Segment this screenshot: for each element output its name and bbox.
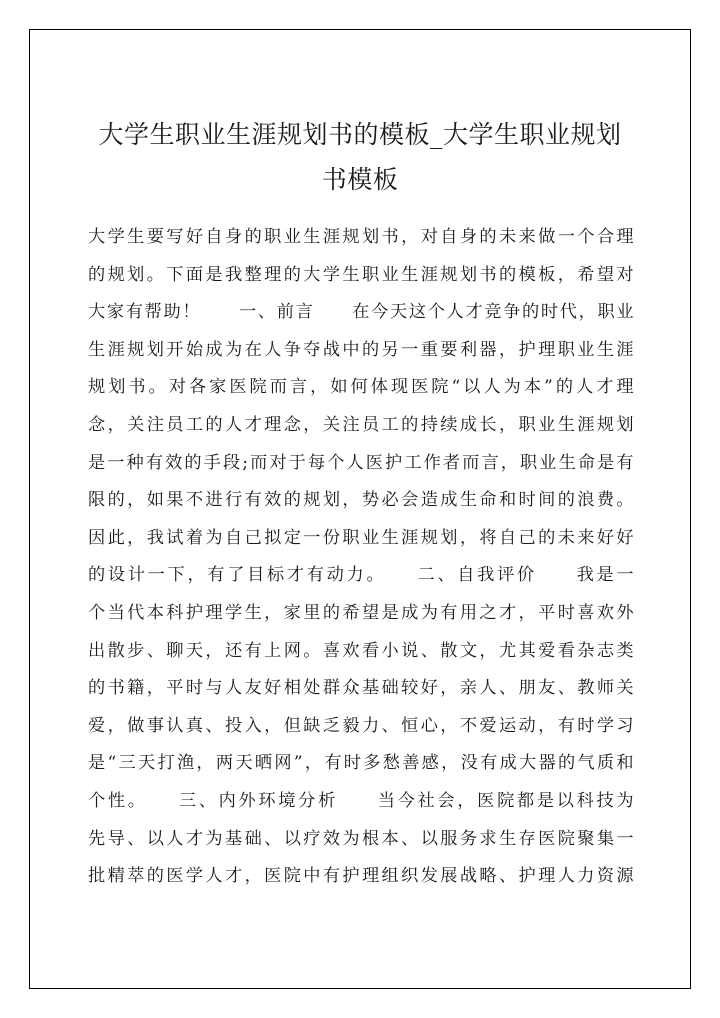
document-title	[60, 112, 660, 202]
body-line: 是“三天打渔，两天晒网”，有时多愁善感，没有成大器的气质和	[88, 753, 634, 774]
document-body	[88, 219, 634, 896]
body-line: 个性。 三、内外环境分析 当今社会，医院都是以科技为	[88, 790, 634, 811]
document-title-line-1: 大学生职业生涯规划书的模板_大学生职业规划	[98, 120, 622, 149]
body-line: 规划书。对各家医院而言，如何体现医院“以人为本”的人才理	[88, 377, 634, 398]
body-line: 是一种有效的手段;而对于每个人医护工作者而言，职业生命是有	[88, 452, 634, 473]
document-title-line-2: 书模板	[321, 165, 399, 194]
body-line: 出散步、聊天，还有上网。喜欢看小说、散文，尤其爱看杂志类	[88, 640, 634, 661]
body-line: 个当代本科护理学生，家里的希望是成为有用之才，平时喜欢外	[88, 602, 634, 623]
body-line: 批精萃的医学人才，医院中有护理组织发展战略、护理人力资源	[88, 866, 634, 887]
body-line: 大家有帮助！ 一、前言 在今天这个人才竞争的时代，职业	[88, 302, 634, 323]
body-line: 限的，如果不进行有效的规划，势必会造成生命和时间的浪费。	[88, 490, 634, 511]
body-line: 的规划。下面是我整理的大学生职业生涯规划书的模板，希望对	[88, 264, 634, 285]
body-line: 念，关注员工的人才理念，关注员工的持续成长，职业生涯规划	[88, 414, 634, 435]
body-line: 爱，做事认真、投入，但缺乏毅力、恒心，不爱运动，有时学习	[88, 715, 634, 736]
body-line: 的书籍，平时与人友好相处群众基础较好，亲人、朋友、教师关	[88, 678, 634, 699]
body-line: 的设计一下，有了目标才有动力。 二、自我评价 我是一	[88, 565, 634, 586]
body-line: 先导、以人才为基础、以疗效为根本、以服务求生存医院聚集一	[88, 828, 634, 849]
body-line: 因此，我试着为自己拟定一份职业生涯规划，将自己的未来好好	[88, 527, 634, 548]
body-line: 生涯规划开始成为在人争夺战中的另一重要利器，护理职业生涯	[88, 339, 634, 360]
body-line: 大学生要写好自身的职业生涯规划书，对自身的未来做一个合理	[88, 227, 634, 247]
